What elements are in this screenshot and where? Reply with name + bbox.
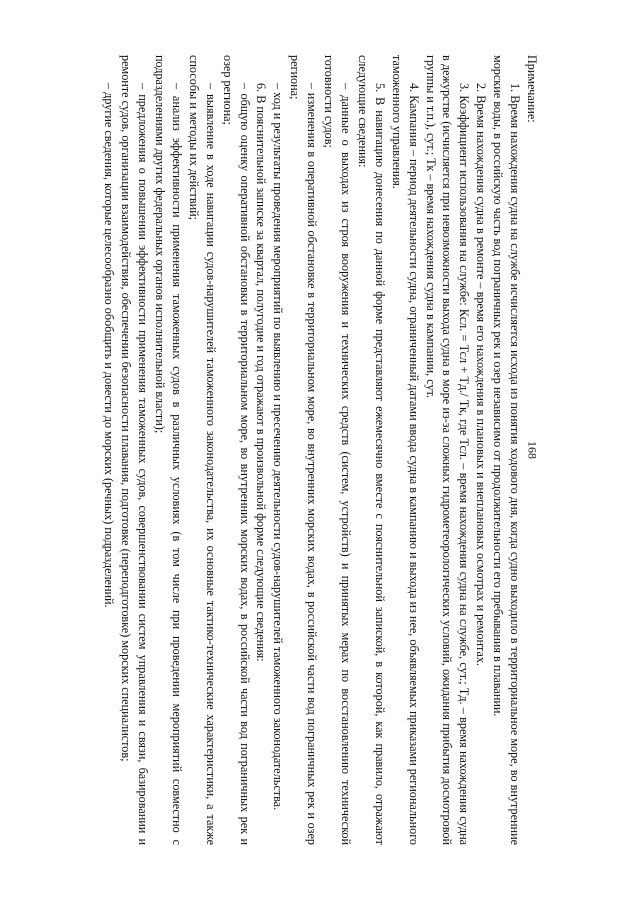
note-list-item: – выявление в ходе навигации судов-нарушителей таможенного законодательства, их основные тактико-технические характеристики, а также способы и методы их действий; xyxy=(186,55,218,845)
note-list-item: – общую оценку оперативной обстановки в территориальном море, во внутренних морских водах, в российской части вод пограничных рек и озер региона; xyxy=(220,55,252,845)
note-paragraph: 4. Кампания – период деятельности судна, ограниченный датами ввода судна в кампанию и выхода из нее, объявляемых приказами регионального таможенного управления. xyxy=(389,55,421,845)
note-list-item: – данные о выходах из строя вооружения и технических средств (систем, устройств) и принятых мерах по восстановлению технической готовности судов; xyxy=(321,55,353,845)
note-paragraph: 3. Коэффициент использования на службе: Ксл. = Тсл + Тд./ Тк, где Тсл. – время нахождения судна на службе, сут.; Тд. – время нахождения судна в дежурстве (исчисляется при невозможности выхода судна в море из-за сложных гидрометеорологических условий, ожидания прибытия досмотровой группы и т.п.), сут.; Тк – время нахождения судна в кампании, сут. xyxy=(423,55,472,845)
note-list-item: – анализ эффективности применения таможенных судов в различных условиях (в том числе при проведении мероприятий совместно с подразделениями других федеральных органов исполнительной власти); xyxy=(152,55,184,845)
note-list-item: – другие сведения, которые целесообразно обобщить и довести до морских (речных) подразделений. xyxy=(102,83,117,608)
note-paragraph: 5. В навигацию донесения по данной форме представляют ежемесячно вместе с пояснительной запиской, в которой, как правило, отражают следующие сведения: xyxy=(355,55,387,845)
notes-heading: Примечание: xyxy=(524,55,539,123)
page-number: 168 xyxy=(525,441,540,459)
note-paragraph: 1. Время нахождения судна на службе исчисляется исхода из понятия ходового дня, когда судно выходило в территориальное море, во внутренние морские воды, в российскую часть вод пограничных рек и озер независимо от продолжительности его пребывания в плавании. xyxy=(490,55,522,845)
note-paragraph: 6. В пояснительной записке за квартал, полугодие и год отражают в произвольной форме следующие сведения: xyxy=(254,83,269,662)
note-list-item: – ход и результаты проведения мероприятий по выявлению и пресечению деятельности судов-нарушителей таможенного законодательства. xyxy=(271,83,286,811)
note-list-item: – изменения в оперативной обстановке в территориальном море, во внутренних морских водах, в российской части вод пограничных рек и озер региона; xyxy=(288,55,319,845)
note-paragraph: 2. Время нахождения судна в ремонте – время его нахождения в плановых и внеплановых осмотрах и ремонтах. xyxy=(474,83,489,666)
notes-block xyxy=(100,55,540,845)
note-list-item: – предложения о повышении эффективности применения таможенных судов, совершенствовании систем управления и связи, базировании и ремонте судов, организации взаимодействия, обеспечении безопасности плавания, подготовке (переподготовке) морских специалистов; xyxy=(119,55,150,845)
